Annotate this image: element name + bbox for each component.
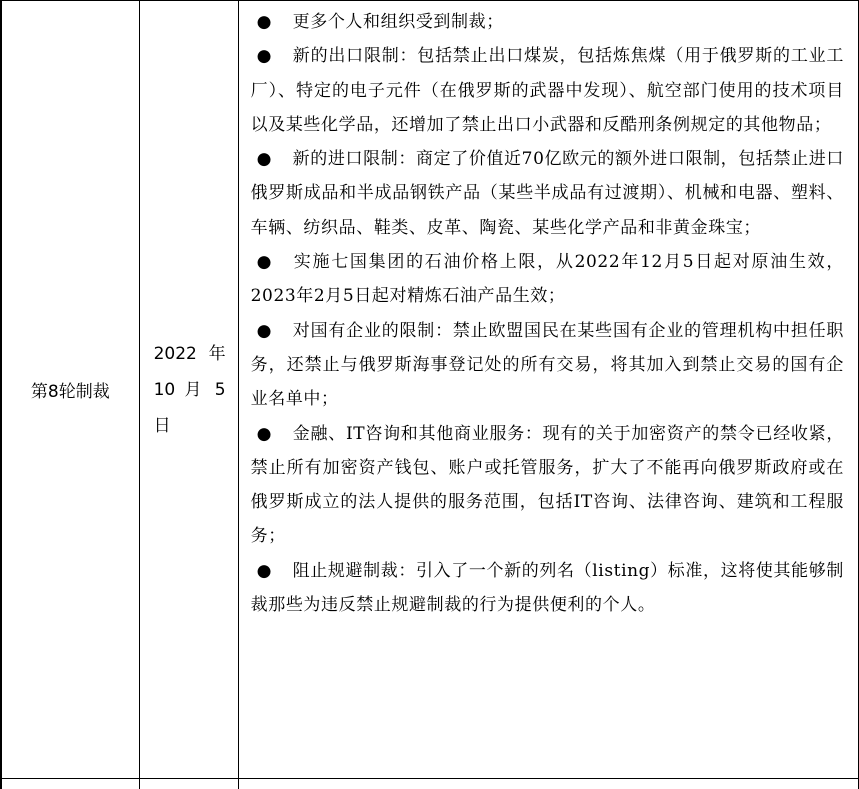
next-date-cell — [139, 779, 238, 789]
bullet-icon: ● — [256, 46, 273, 67]
list-item — [251, 245, 844, 314]
next-content-cell — [238, 779, 858, 789]
sanction-content-cell — [238, 1, 858, 779]
table-row — [1, 1, 859, 779]
list-item — [251, 5, 844, 39]
bullet-icon: ● — [256, 423, 273, 444]
bullet-text: 金融、IT咨询和其他商业服务：现有的关于加密资产的禁令已经收紧，禁止所有加密资产钱包、账户或托管服务，扩大了不能再向俄罗斯政府或在俄罗斯成立的法人提供的服务范围，包括IT咨询、法律咨询、建筑和工程服务； — [250, 423, 844, 547]
list-item — [251, 554, 844, 623]
bullet-icon: ● — [256, 560, 273, 581]
list-item — [251, 142, 844, 245]
bullet-text: 对国有企业的限制：禁止欧盟国民在某些国有企业的管理机构中担任职务，还禁止与俄罗斯海事登记处的所有交易，将其加入到禁止交易的国有企业名单中； — [250, 320, 844, 410]
list-item — [251, 417, 844, 554]
bullet-icon: ● — [256, 320, 273, 341]
bullet-icon: ● — [256, 12, 273, 32]
bullet-text: 阻止规避制裁：引入了一个新的列名（listing）标准，这将使其能够制裁那些为违反禁止规避制裁的行为提供便利的个人。 — [250, 560, 844, 616]
list-item — [251, 39, 844, 142]
measures-list — [251, 5, 844, 622]
bullet-icon: ● — [256, 149, 273, 170]
bullet-text: 实施七国集团的石油价格上限，从2022年12月5日起对原油生效，2023年2月5日起对精炼石油产品生效； — [250, 252, 844, 307]
bullet-icon: ● — [256, 252, 273, 273]
next-round-cell — [1, 779, 139, 789]
bullet-text: 新的出口限制：包括禁止出口煤炭，包括炼焦煤（用于俄罗斯的工业工厂）、特定的电子元件（在俄罗斯的武器中发现）、航空部门使用的技术项目以及某些化学品，还增加了禁止出口小武器和反酷刑条例规定的其他物品； — [250, 46, 844, 135]
bullet-text: 新的进口限制：商定了价值近70亿欧元的额外进口限制，包括禁止进口俄罗斯成品和半成品钢铁产品（某些半成品有过渡期）、机械和电器、塑料、车辆、纺织品、鞋类、皮革、陶瓷、某些化学产品和非黄金珠宝； — [250, 149, 844, 238]
table-row-next — [1, 779, 859, 789]
sanction-date-cell: 2022 年 10 月 5 日 — [139, 1, 238, 779]
sanction-round-cell: 第8轮制裁 — [1, 1, 139, 779]
list-item — [251, 314, 844, 417]
bullet-text: 更多个人和组织受到制裁； — [292, 12, 504, 32]
